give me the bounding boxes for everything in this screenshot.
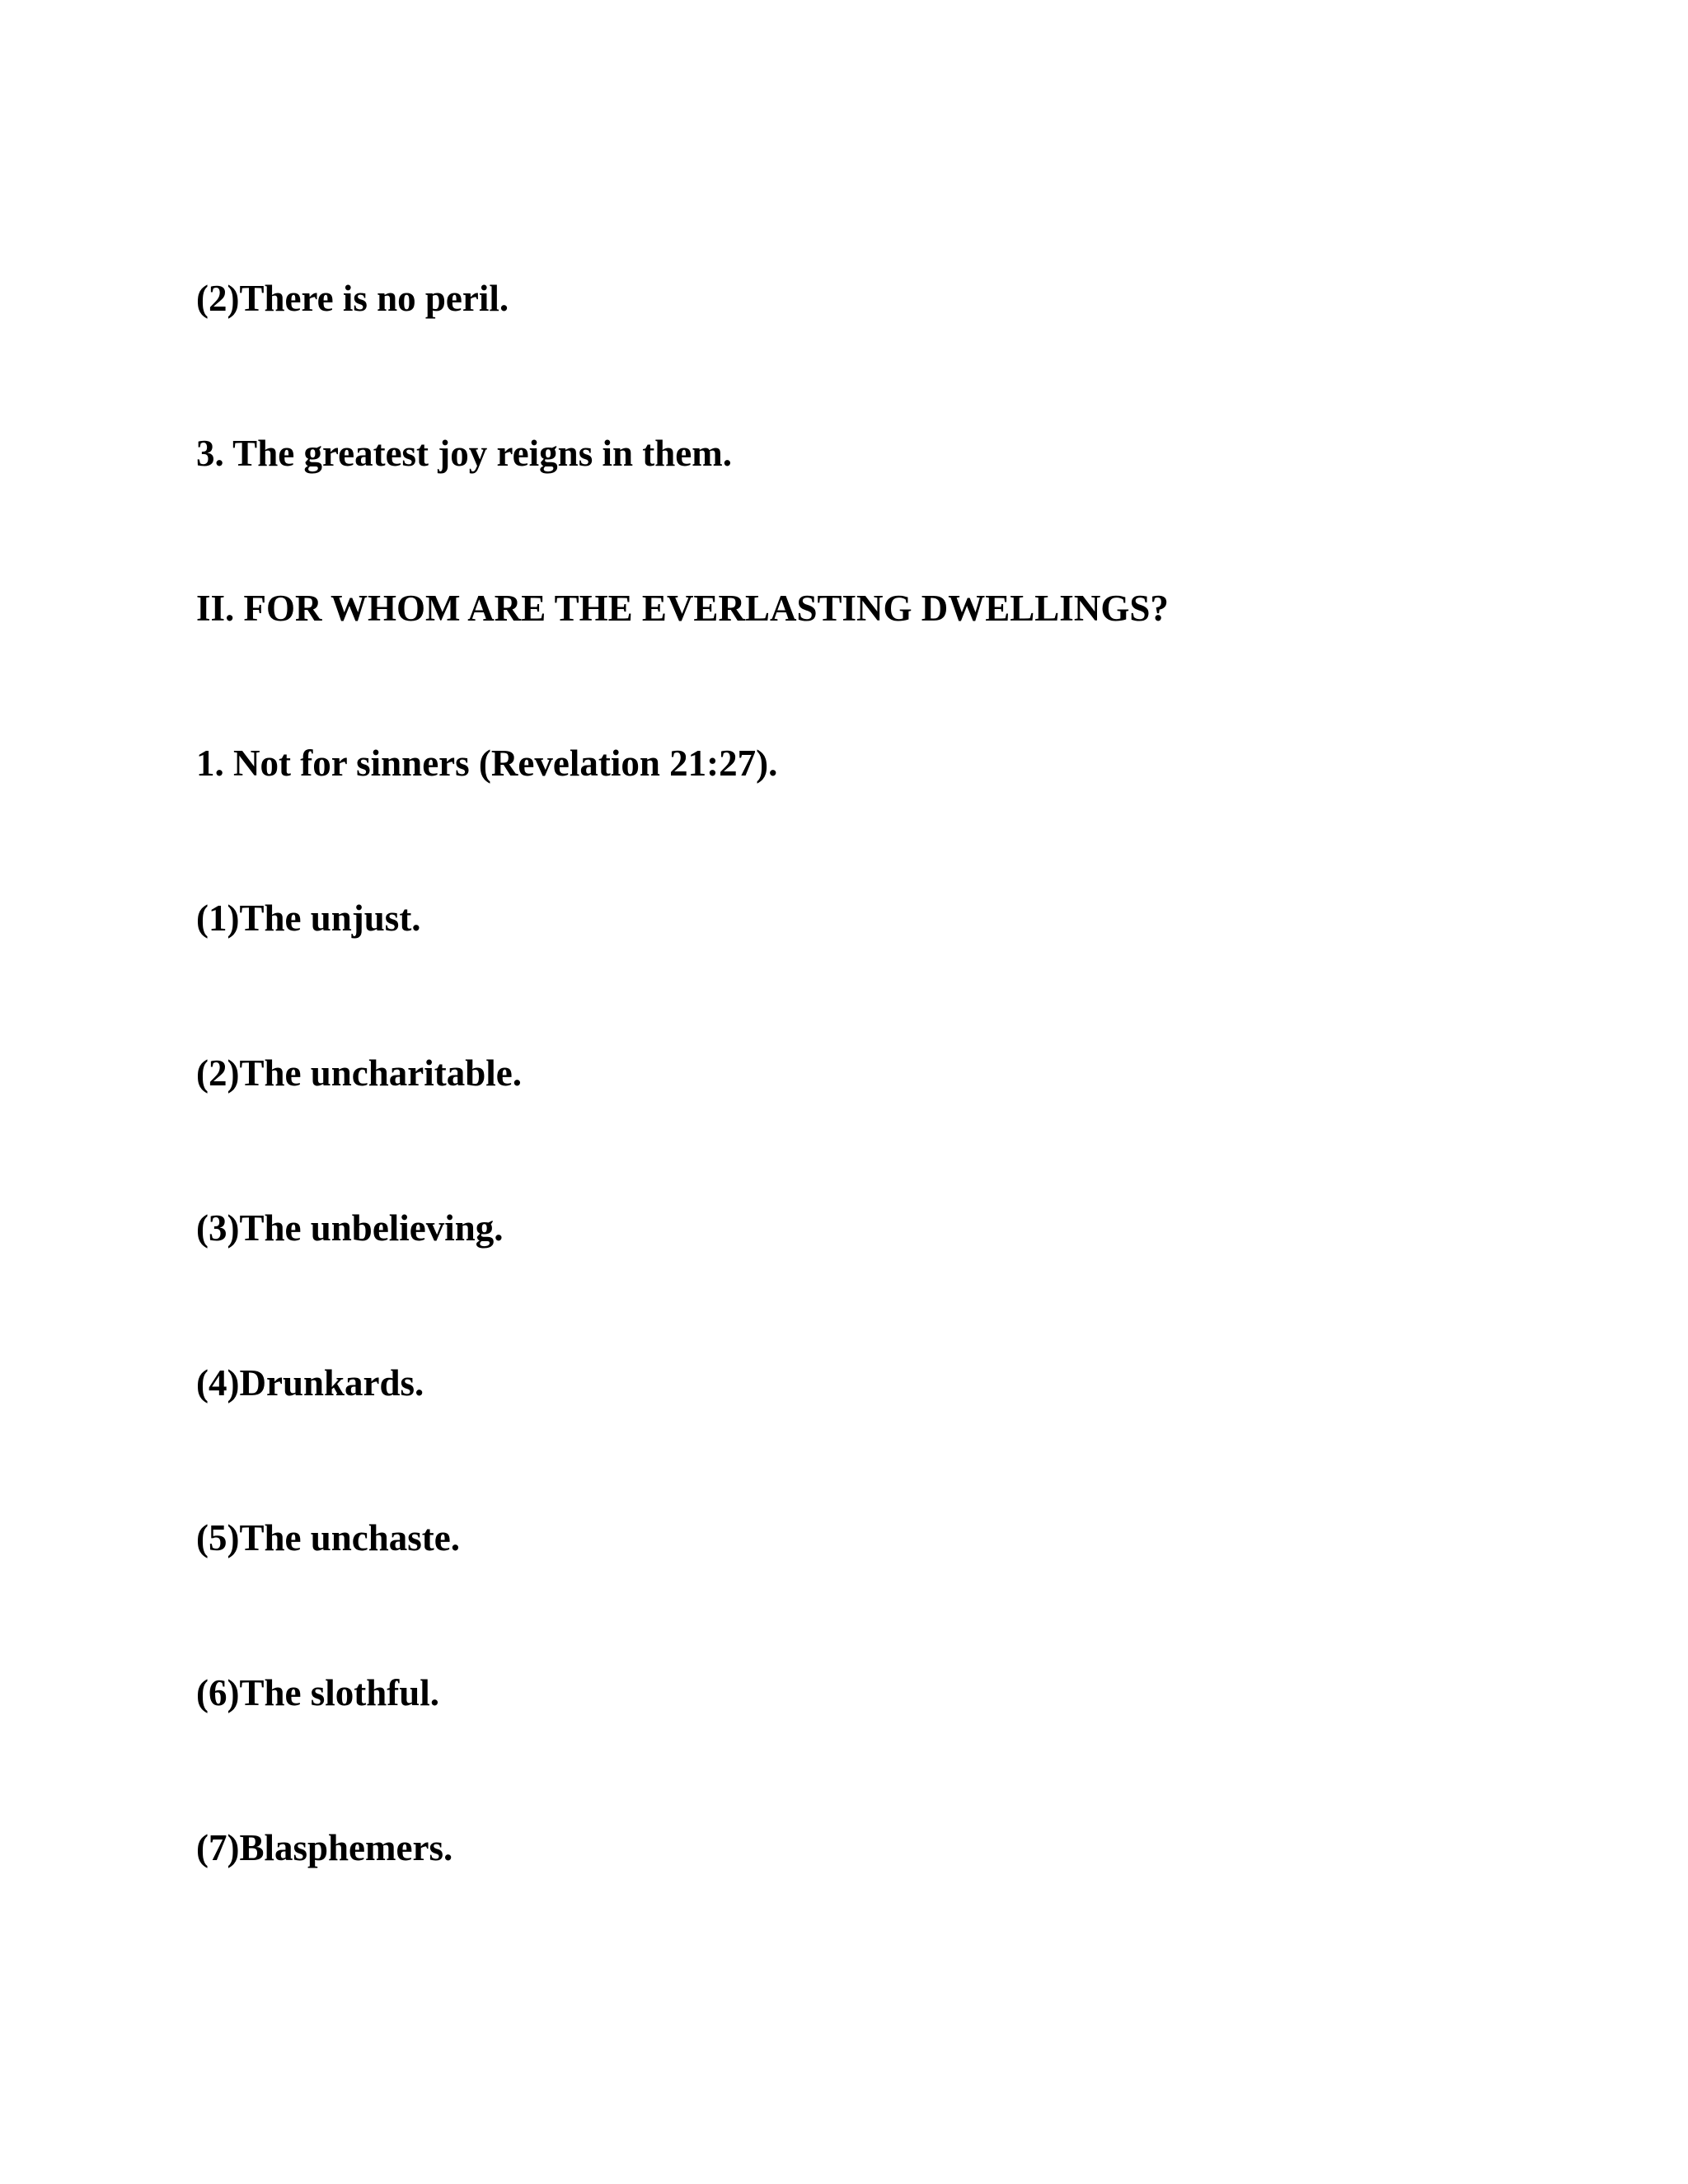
section-heading-for-whom: II. FOR WHOM ARE THE EVERLASTING DWELLINGS? — [196, 588, 1169, 629]
subpoint-unjust: (1)The unjust. — [196, 898, 421, 939]
subpoint-no-peril: (2)There is no peril. — [196, 278, 509, 319]
subpoint-drunkards: (4)Drunkards. — [196, 1362, 424, 1404]
subpoint-unchaste: (5)The unchaste. — [196, 1517, 461, 1558]
subpoint-blasphemers: (7)Blasphemers. — [196, 1827, 453, 1868]
point-not-for-sinners: 1. Not for sinners (Revelation 21:27). — [196, 743, 778, 784]
subpoint-unbelieving: (3)The unbelieving. — [196, 1207, 504, 1249]
subpoint-uncharitable: (2)The uncharitable. — [196, 1052, 523, 1094]
subpoint-slothful: (6)The slothful. — [196, 1672, 440, 1713]
point-greatest-joy: 3. The greatest joy reigns in them. — [196, 433, 732, 474]
